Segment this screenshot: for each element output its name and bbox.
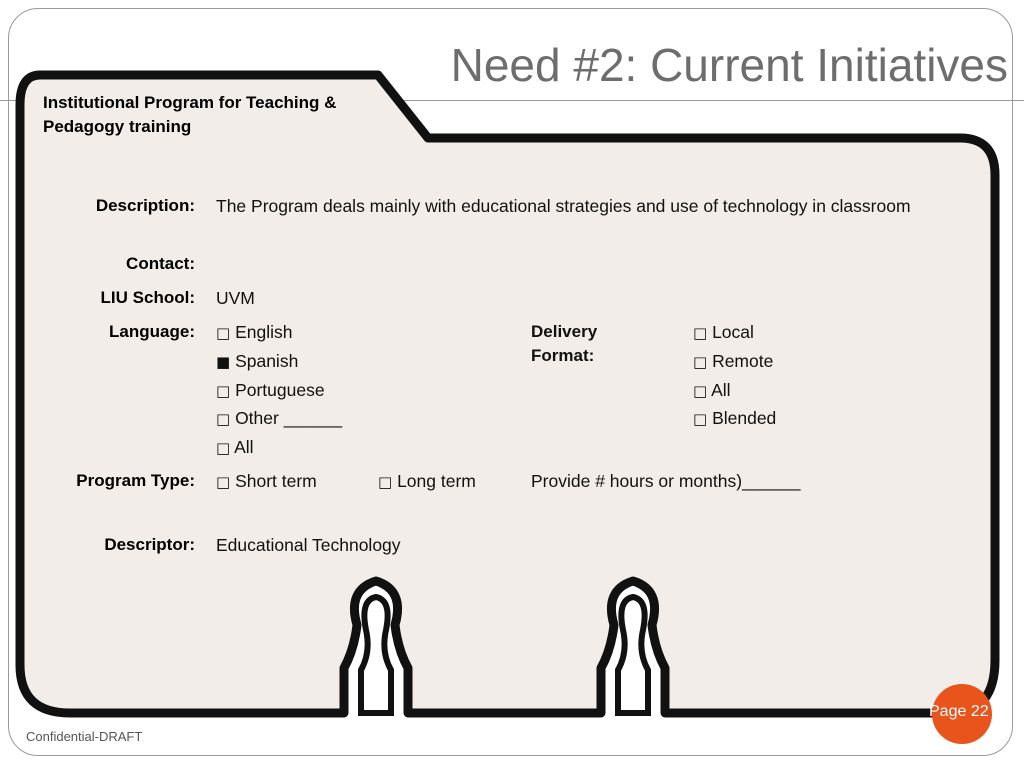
school-value: UVM: [216, 288, 255, 308]
checkbox-icon: □: [216, 324, 231, 342]
hours-note: Provide # hours or months)______: [531, 471, 801, 491]
delivery-option-remote[interactable]: [693, 349, 773, 374]
language-option-other[interactable]: [216, 406, 342, 431]
delivery-option-all[interactable]: [693, 378, 731, 403]
school-label: LIU School:: [100, 288, 195, 307]
slide-title: Need #2: Current Initiatives: [450, 39, 1008, 91]
card-body: [20, 75, 995, 713]
checkbox-icon: □: [693, 353, 708, 371]
language-label: Language:: [109, 322, 195, 341]
language-option-english[interactable]: [216, 320, 292, 345]
delivery-option-local[interactable]: [693, 320, 754, 345]
checkbox-icon: □: [378, 473, 393, 491]
language-option-all[interactable]: [216, 435, 254, 460]
descriptor-value: Educational Technology: [216, 535, 401, 555]
option-label: Portuguese: [235, 380, 325, 400]
program-type-short-term[interactable]: [216, 469, 317, 494]
contact-label: Contact:: [126, 254, 195, 273]
option-label: All: [234, 437, 254, 457]
program-type-long-term[interactable]: [378, 469, 476, 494]
checkbox-icon: □: [216, 473, 231, 491]
card-hole-right: [618, 597, 648, 713]
option-label: Local: [712, 322, 754, 342]
checkbox-icon: □: [216, 439, 231, 457]
card-tab-title: Institutional Program for Teaching & Pedagogy training: [43, 93, 337, 136]
delivery-format-label: Delivery Format:: [531, 322, 598, 365]
descriptor-label: Descriptor:: [104, 535, 195, 554]
option-label: Spanish: [235, 351, 299, 371]
card-hole-left: [361, 597, 391, 713]
checkbox-icon: □: [216, 382, 231, 400]
footer-confidential: Confidential-DRAFT: [26, 729, 143, 744]
language-option-spanish[interactable]: [216, 349, 298, 374]
description-label: Description:: [95, 196, 195, 215]
page-number: Page 22: [929, 703, 989, 720]
option-label: Long term: [397, 471, 476, 491]
option-label: Other ______: [235, 408, 343, 428]
language-option-portuguese[interactable]: [216, 378, 325, 403]
option-label: Blended: [712, 408, 777, 428]
delivery-option-blended[interactable]: [693, 406, 776, 431]
program-type-label: Program Type:: [76, 471, 195, 490]
checkbox-icon: □: [693, 410, 708, 428]
checkbox-icon: □: [693, 382, 708, 400]
option-label: English: [235, 322, 293, 342]
checkbox-icon: □: [693, 324, 708, 342]
description-value: The Program deals mainly with educational strategies and use of technology in classroom: [216, 196, 911, 216]
option-label: Remote: [712, 351, 774, 371]
option-label: All: [711, 380, 731, 400]
option-label: Short term: [235, 471, 317, 491]
checkbox-checked-icon: ■: [216, 353, 231, 371]
checkbox-icon: □: [216, 410, 231, 428]
